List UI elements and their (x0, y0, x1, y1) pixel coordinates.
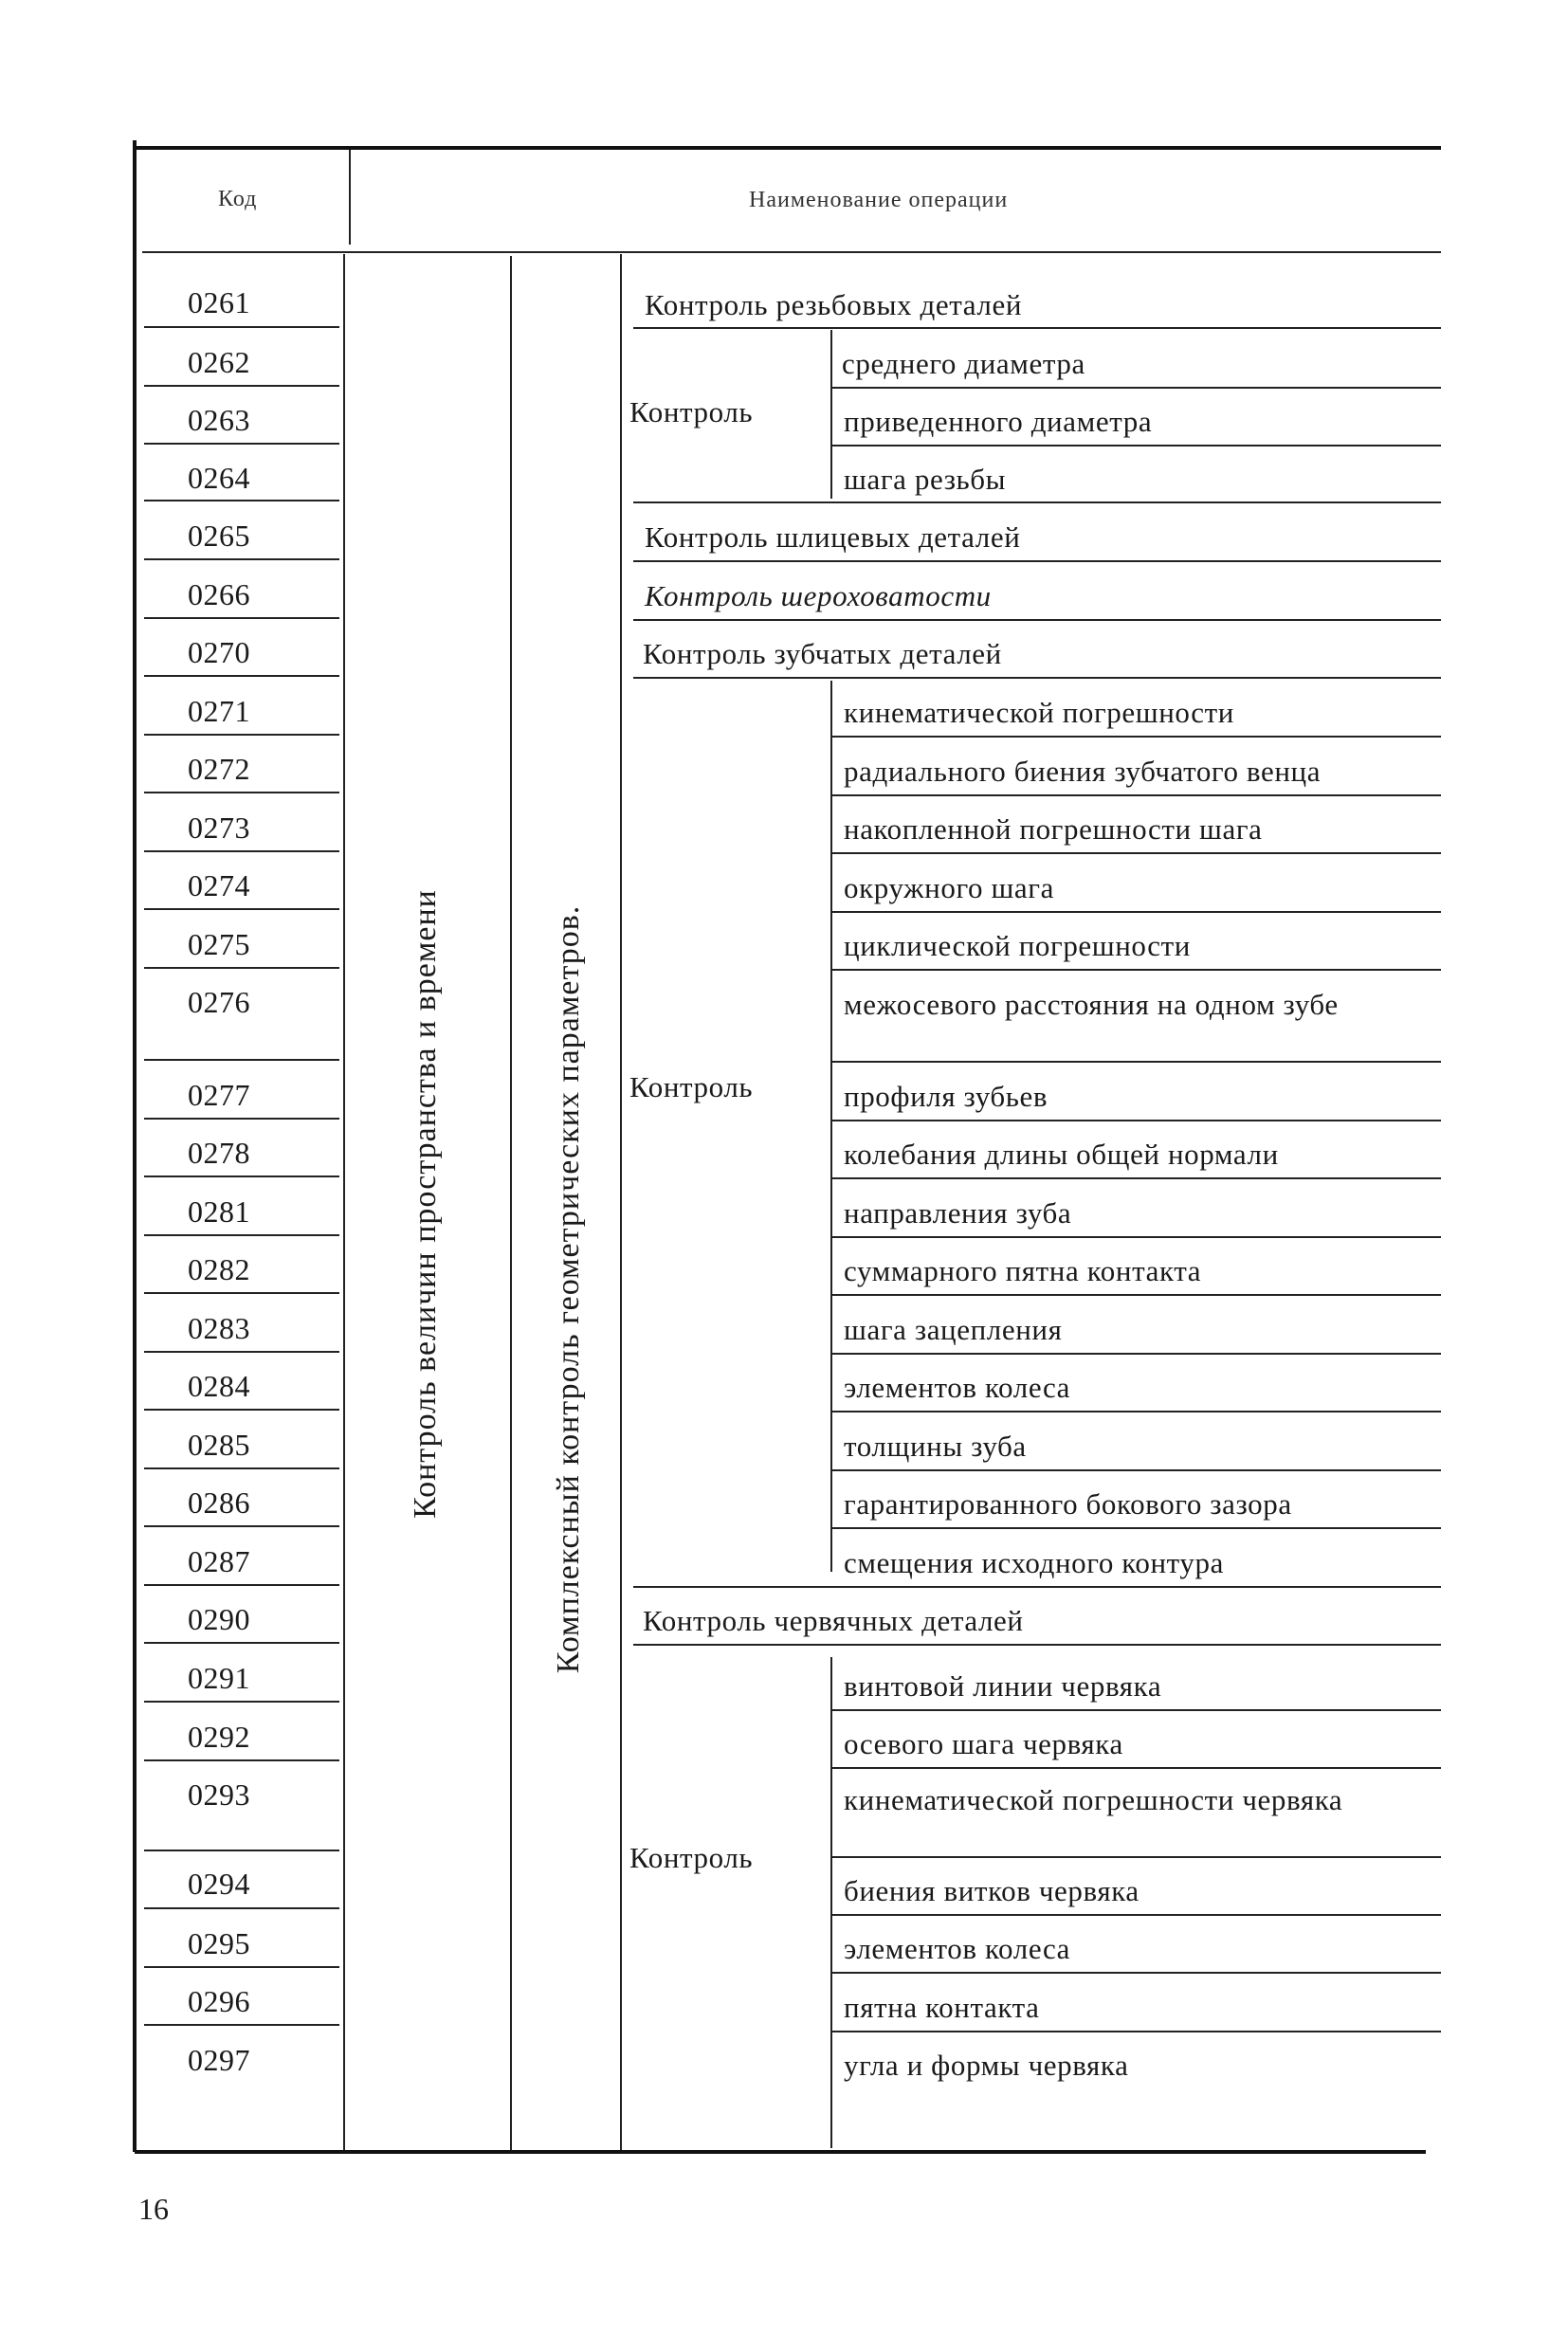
code-cell: 0272 (188, 752, 250, 786)
code-rule (144, 1409, 339, 1411)
code-rule (144, 1584, 339, 1586)
row-rule (633, 677, 1441, 679)
subitem: накопленной погрешности шага (844, 812, 1263, 846)
code-rule (144, 500, 339, 501)
subitem: направления зуба (844, 1196, 1072, 1230)
subitem: среднего диаметра (842, 347, 1085, 380)
code-rule (144, 1850, 339, 1851)
code-cell: 0284 (188, 1369, 250, 1403)
subitem: кинематической погрешности (844, 696, 1235, 729)
code-rule (144, 1118, 339, 1120)
row-rule (633, 1644, 1441, 1646)
code-rule (144, 967, 339, 969)
code-rule (144, 1467, 339, 1469)
subitem: окружного шага (844, 871, 1054, 904)
row-rule (633, 1586, 1441, 1588)
row-rule (832, 969, 1441, 971)
row-rule (832, 1972, 1441, 1974)
subitem: шага зацепления (844, 1313, 1063, 1346)
code-cell: 0285 (188, 1428, 250, 1462)
code-cell: 0278 (188, 1136, 250, 1170)
code-cell: 0263 (188, 403, 250, 437)
row-rule (633, 501, 1441, 503)
code-cell: 0295 (188, 1926, 250, 1960)
code-rule (144, 1966, 339, 1968)
code-cell: 0286 (188, 1485, 250, 1520)
code-cell: 0271 (188, 694, 250, 728)
subitem: смещения исходного контура (844, 1546, 1224, 1579)
group1-column-right-border (510, 256, 512, 2150)
control-prefix-threaded: Контроль (629, 395, 754, 428)
subitem: толщины зуба (844, 1430, 1027, 1463)
row-rule (832, 445, 1441, 447)
row-rule (832, 1709, 1441, 1711)
row-rule (832, 794, 1441, 796)
code-cell: 0270 (188, 635, 250, 669)
subitem: профиля зубьев (844, 1080, 1048, 1113)
subitem: угла и формы червяка (844, 2049, 1129, 2082)
row-rule (633, 619, 1441, 621)
code-rule (144, 1907, 339, 1909)
group-label-space-time: Контроль величин пространства и времени (408, 889, 443, 1519)
code-cell: 0282 (188, 1252, 250, 1286)
code-cell: 0297 (188, 2043, 250, 2077)
code-rule (144, 1642, 339, 1644)
row-rule (832, 1527, 1441, 1529)
code-rule (144, 558, 339, 560)
row-rule (832, 1236, 1441, 1238)
group2-column-right-border (620, 254, 622, 2150)
code-rule (144, 1351, 339, 1353)
code-cell: 0274 (188, 868, 250, 902)
header-operation-name: Наименование операции (749, 188, 1009, 212)
row-splines: Контроль шлицевых деталей (645, 520, 1021, 554)
code-rule (144, 908, 339, 910)
section-title-gears: Контроль зубчатых деталей (643, 637, 1002, 670)
code-rule (144, 1059, 339, 1061)
subitem: винтовой линии червяка (844, 1669, 1162, 1703)
code-cell: 0293 (188, 1777, 250, 1812)
code-cell: 0287 (188, 1544, 250, 1578)
row-rule (832, 1469, 1441, 1471)
code-cell: 0281 (188, 1194, 250, 1229)
code-cell: 0296 (188, 1984, 250, 2018)
code-column-right-border (343, 254, 345, 2150)
row-rule (832, 736, 1441, 738)
row-rule (832, 1061, 1441, 1063)
row-rule (832, 1411, 1441, 1412)
subitem: циклической погрешности (844, 929, 1192, 962)
code-cell: 0283 (188, 1311, 250, 1345)
row-rule (633, 327, 1441, 329)
code-rule (144, 1525, 339, 1527)
subitem: биения витков червяка (844, 1874, 1140, 1907)
page-number: 16 (138, 2192, 169, 2226)
code-rule (144, 1292, 339, 1294)
subitem: пятна контакта (844, 1991, 1040, 2024)
code-rule (144, 326, 339, 328)
row-rule (832, 852, 1441, 854)
code-cell: 0265 (188, 519, 250, 553)
subitem-divider-gears (830, 681, 832, 1572)
code-rule (144, 792, 339, 793)
code-rule (144, 1176, 339, 1177)
group-label-geometric: Комплексный контроль геометрических параметров. (551, 904, 586, 1674)
table-top-border (135, 146, 1441, 150)
code-rule (144, 385, 339, 387)
subitem: колебания длины общей нормали (844, 1138, 1279, 1171)
subitem: межосевого расстояния на одном зубе (844, 988, 1339, 1021)
subitem-divider-worm (830, 1657, 832, 2148)
subitem: приведенного диаметра (844, 405, 1153, 438)
subitem: элементов колеса (844, 1932, 1071, 1965)
subitem-divider-threaded (830, 330, 832, 499)
control-prefix-gears: Контроль (629, 1070, 754, 1103)
header-bottom-rule (142, 251, 1441, 253)
row-rule (832, 387, 1441, 389)
table-bottom-border (135, 2150, 1426, 2154)
row-rule (633, 560, 1441, 562)
code-cell: 0266 (188, 577, 250, 611)
row-rule (832, 1294, 1441, 1296)
row-rule (832, 1767, 1441, 1769)
code-cell: 0291 (188, 1661, 250, 1695)
row-rule (832, 911, 1441, 913)
code-rule (144, 1234, 339, 1236)
subitem: радиального биения зубчатого венца (844, 755, 1322, 788)
code-rule (144, 675, 339, 677)
row-rule (832, 1914, 1441, 1916)
code-cell: 0273 (188, 811, 250, 845)
row-rule (832, 1120, 1441, 1121)
control-prefix-worm: Контроль (629, 1841, 754, 1874)
code-rule (144, 850, 339, 852)
subitem: шага резьбы (844, 463, 1007, 496)
table-left-border (133, 140, 137, 2152)
row-rule (832, 1856, 1441, 1858)
section-title-worm: Контроль червячных деталей (643, 1604, 1024, 1637)
code-cell: 0264 (188, 461, 250, 495)
code-cell: 0292 (188, 1720, 250, 1754)
code-cell: 0276 (188, 985, 250, 1019)
code-rule (144, 443, 339, 445)
subitem: осевого шага червяка (844, 1727, 1123, 1760)
code-rule (144, 734, 339, 736)
header-code: Код (218, 187, 258, 211)
row-rule (832, 1353, 1441, 1355)
code-rule (144, 1759, 339, 1761)
section-title-threaded: Контроль резьбовых деталей (645, 288, 1023, 321)
code-cell: 0262 (188, 345, 250, 379)
code-cell: 0294 (188, 1867, 250, 1901)
code-cell: 0261 (188, 285, 250, 319)
subitem: гарантированного бокового зазора (844, 1487, 1292, 1521)
code-rule (144, 2024, 339, 2026)
header-divider (349, 150, 351, 245)
code-rule (144, 1701, 339, 1703)
row-roughness: Контроль шероховатости (645, 579, 992, 612)
subitem: элементов колеса (844, 1371, 1071, 1404)
subitem: кинематической погрешности червяка (844, 1783, 1343, 1816)
row-rule (832, 2031, 1441, 2032)
code-cell: 0275 (188, 927, 250, 961)
code-rule (144, 617, 339, 619)
code-cell: 0277 (188, 1078, 250, 1112)
code-cell: 0290 (188, 1602, 250, 1636)
subitem: суммарного пятна контакта (844, 1254, 1202, 1287)
row-rule (832, 1177, 1441, 1179)
